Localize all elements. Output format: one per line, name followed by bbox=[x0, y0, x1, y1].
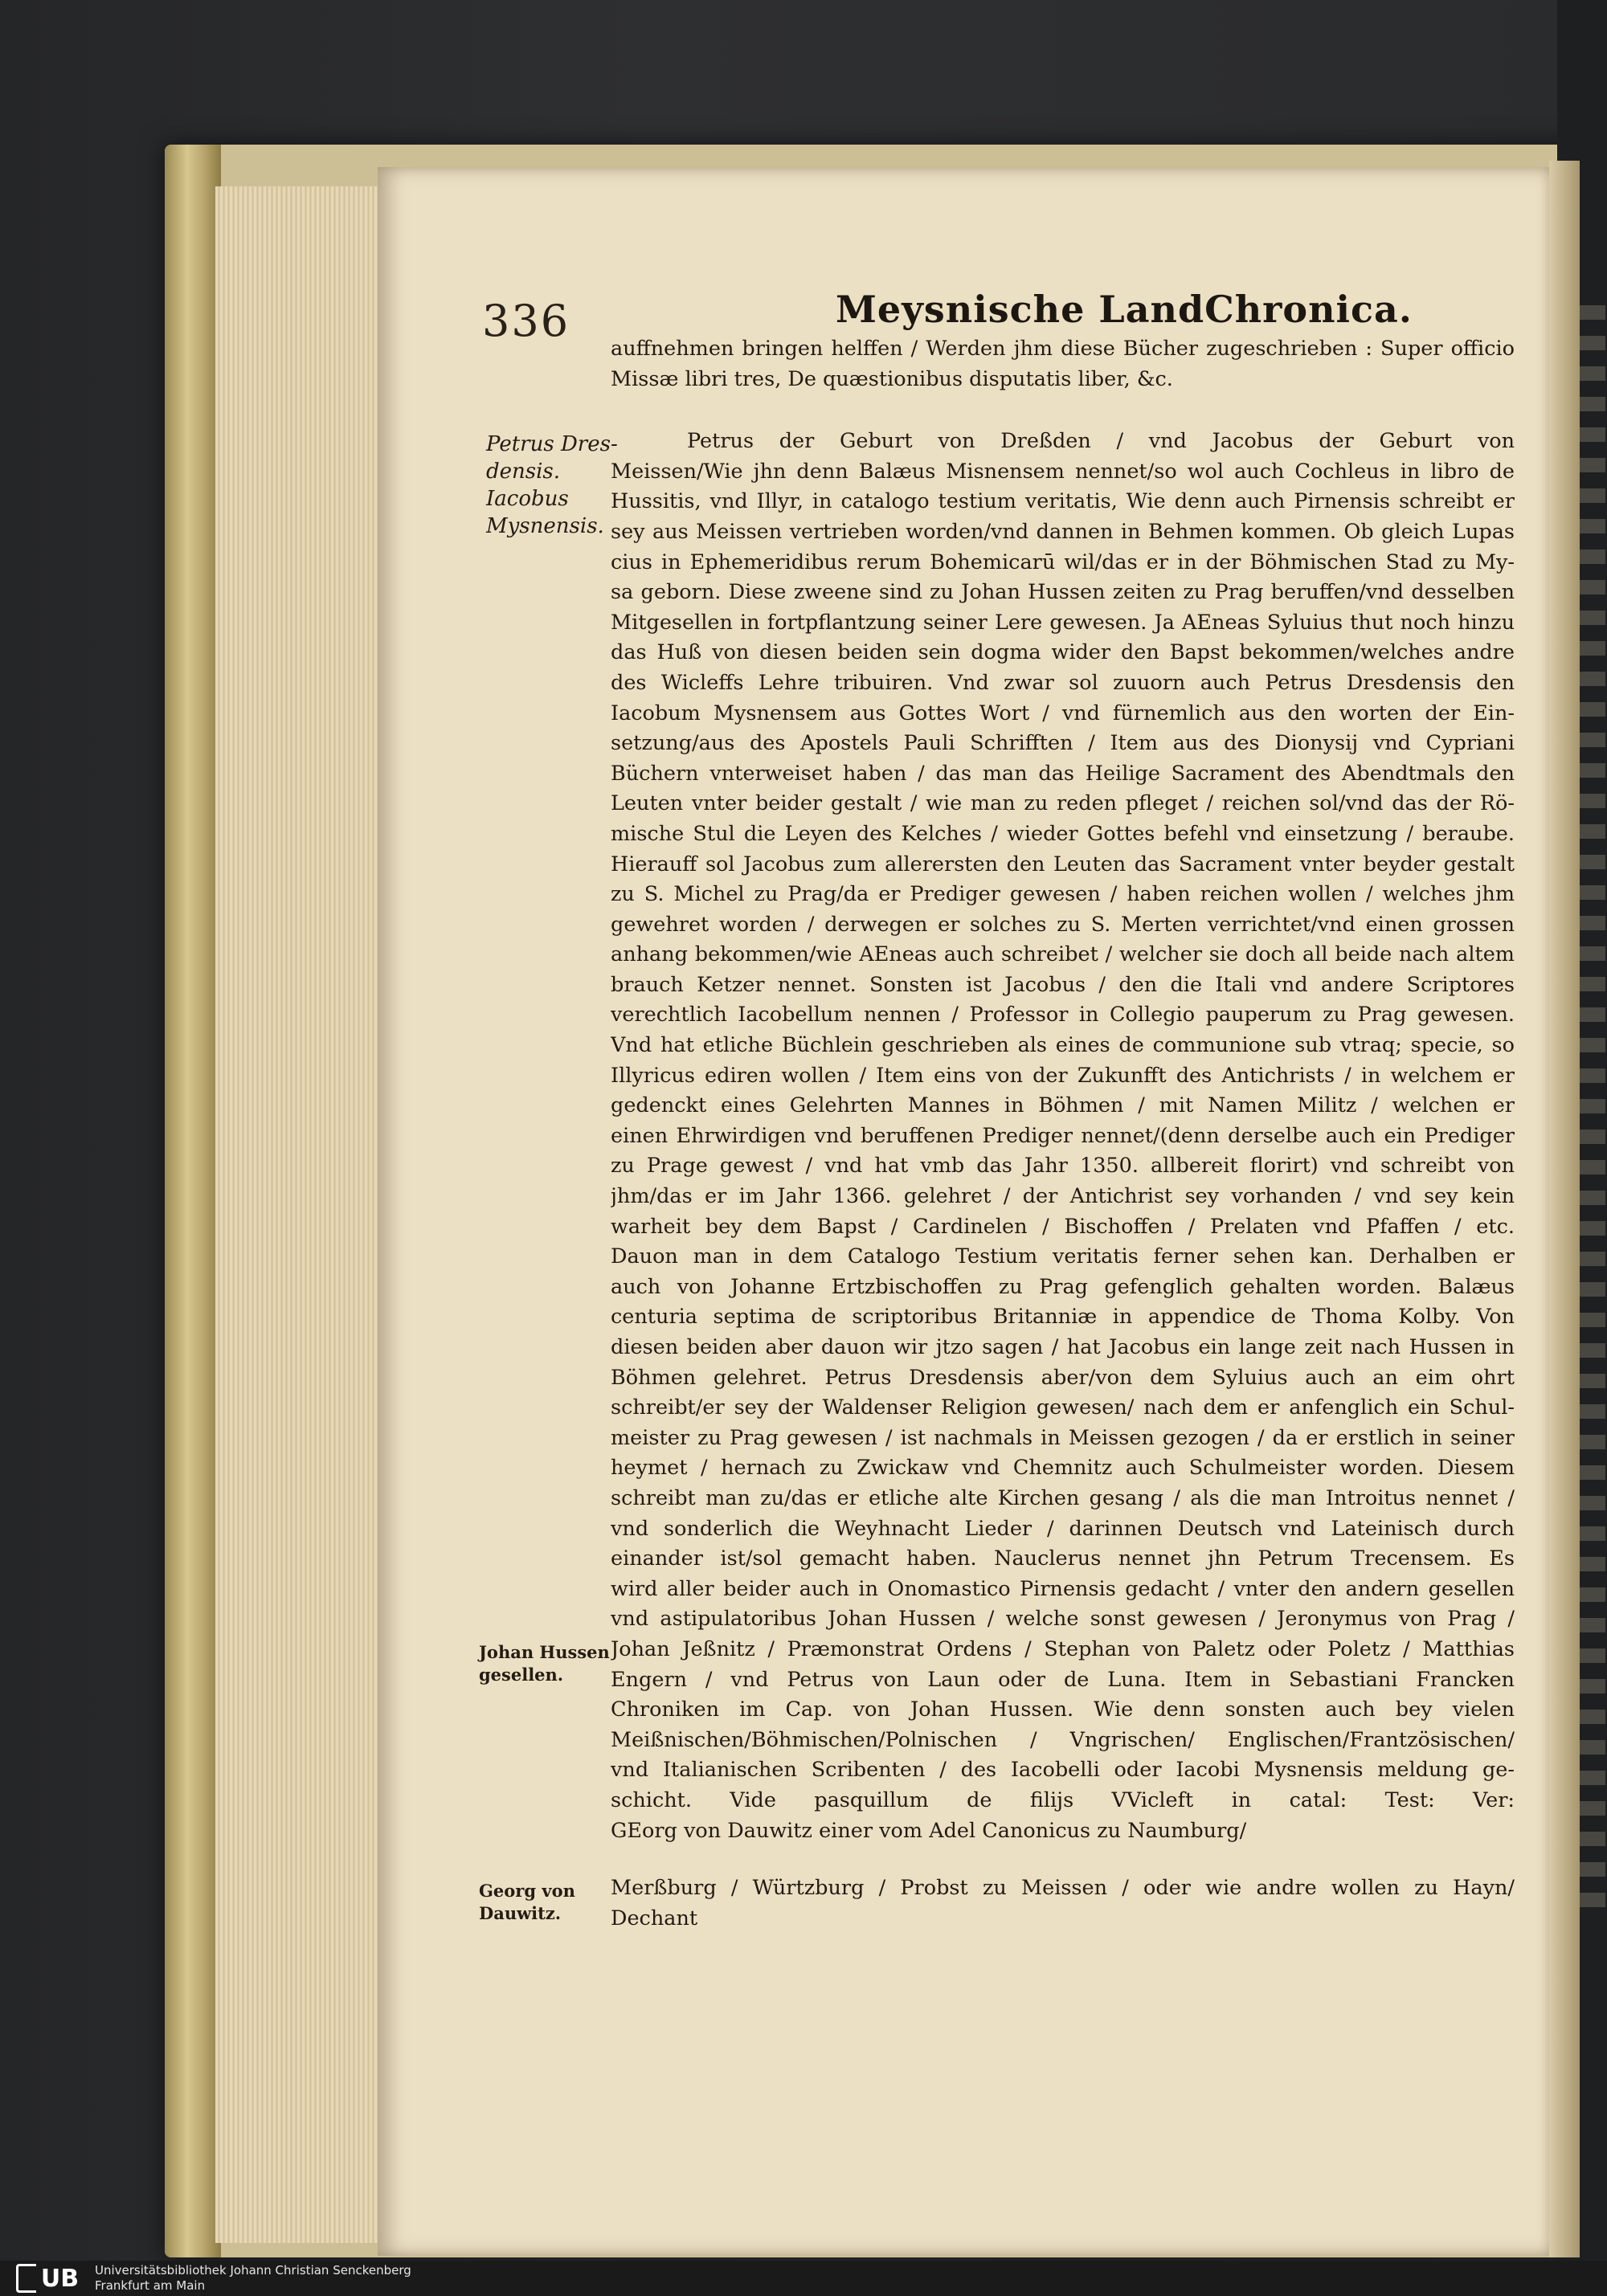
margin-note-line: Iacobus bbox=[486, 487, 569, 511]
text-line: vnd astipulatoribus Johan Hussen / welche sonst gewesen / Jeronymus von Prag / bbox=[611, 1607, 1515, 1632]
page-number: 336 bbox=[482, 296, 570, 346]
text-line: Dechant bbox=[611, 1906, 698, 1930]
text-line: verechtlich Iacobellum nennen / Professor in Collegio pauperum zu Prag gewesen. bbox=[611, 1003, 1515, 1027]
text-line: wird aller beider auch in Onomastico Pirnensis gedacht / vnter den andern gesellen bbox=[611, 1576, 1515, 1601]
text-line: warheit bey dem Bapst / Cardinelen / Bischoffen / Prelaten vnd Pfaffen / etc. bbox=[611, 1214, 1515, 1239]
library-info bbox=[95, 2263, 411, 2294]
text-line: anhang bekommen/wie AEneas auch schreibet / welcher sie doch all beide nach altem bbox=[611, 942, 1515, 967]
text-line: vnd Italianischen Scribenten / des Iacobelli oder Iacobi Mysnensis meldung ge- bbox=[611, 1758, 1515, 1783]
text-line: diesen beiden aber dauon wir jtzo sagen / hat Jacobus ein lange zeit nach Hussen in bbox=[611, 1335, 1515, 1359]
running-head: Meysnische LandChronica. bbox=[836, 288, 1413, 331]
text-line: Vnd hat etliche Büchlein geschrieben als eines de communione sub vtraq; specie, so bbox=[611, 1033, 1515, 1058]
text-line: gewehret worden / derwegen er solches zu S. Merten verrichtet/vnd einen grossen bbox=[611, 912, 1515, 937]
text-line: Böhmen gelehret. Petrus Dresdensis aber/von dem Syluius auch an eim ohrt bbox=[611, 1365, 1515, 1390]
text-line: mische Stul die Leyen des Kelches / wieder Gottes befehl vnd einsetzung / beraube. bbox=[611, 821, 1515, 846]
text-line: schreibt man zu/das er etliche alte Kirchen gesang / als die man Introitus nennet / bbox=[611, 1485, 1515, 1510]
text-line: Chroniken im Cap. von Johan Hussen. Wie denn sonsten auch bey vielen bbox=[611, 1697, 1515, 1722]
text-line: meister zu Prag gewesen / ist nachmals in Meissen gezogen / da er erstlich in seiner bbox=[611, 1425, 1515, 1450]
margin-note-line: Dauwitz. bbox=[479, 1903, 562, 1923]
text-line: heymet / hernach zu Zwickaw vnd Chemnitz auch Schulmeister worden. Diesem bbox=[611, 1456, 1515, 1481]
library-footer bbox=[0, 2261, 1607, 2296]
text-line: Merßburg / Würtzburg / Probst zu Meissen / oder wie andre wollen zu Hayn/ bbox=[611, 1876, 1515, 1901]
text-line: auch von Johanne Ertzbischoffen zu Prag gefenglich gehalten worden. Balæus bbox=[611, 1274, 1515, 1299]
text-line: gedenckt eines Gelehrten Mannes in Böhmen / mit Namen Militz / welchen er bbox=[611, 1093, 1515, 1118]
book-spine bbox=[165, 145, 221, 2257]
text-line: Iacobum Mysnensem aus Gottes Wort / vnd fürnemlich aus den worten der Ein- bbox=[611, 701, 1515, 725]
text-line: Engern / vnd Petrus von Laun oder de Luna. Item in Sebastiani Francken bbox=[611, 1667, 1515, 1692]
margin-note-line: Petrus Dres- bbox=[486, 432, 618, 456]
ub-logo-icon bbox=[16, 2264, 36, 2293]
page-fore-edge bbox=[1549, 161, 1580, 2257]
text-line: auffnehmen bringen helffen / Werden jhm diese Bücher zugeschrieben : Super officio bbox=[611, 337, 1515, 361]
text-line: centuria septima de scriptoribus Britanniæ in appendice de Thoma Kolby. Von bbox=[611, 1305, 1515, 1330]
text-line: Dauon man in dem Catalogo Testium veritatis ferner sehen kan. Derhalben er bbox=[611, 1244, 1515, 1269]
body-text bbox=[611, 334, 1515, 1934]
text-line: Meißnischen/Böhmischen/Polnischen / Vngrischen/ Englischen/Frantzösischen/ bbox=[611, 1727, 1515, 1752]
library-name: Universitätsbibliothek Johann Christian Senckenberg bbox=[95, 2263, 411, 2278]
text-line: vnd sonderlich die Weyhnacht Lieder / darinnen Deutsch vnd Lateinisch durch bbox=[611, 1516, 1515, 1541]
text-line: setzung/aus des Apostels Pauli Schrifften / Item aus des Dionysij vnd Cypriani bbox=[611, 731, 1515, 756]
margin-note-line: Johan Hussen bbox=[479, 1642, 610, 1662]
text-line: jhm/das er im Jahr 1366. gelehret / der Antichrist sey vorhanden / vnd sey kein bbox=[611, 1184, 1515, 1209]
ub-logo-text: UB bbox=[40, 2264, 80, 2293]
text-line: des Wicleffs Lehre tribuiren. Vnd zwar sol zuuorn auch Petrus Dresdensis den bbox=[611, 670, 1515, 695]
margin-note-line: gesellen. bbox=[479, 1665, 564, 1685]
margin-note-line: Georg von bbox=[479, 1881, 575, 1901]
margin-note-line: Mysnensis. bbox=[486, 514, 604, 538]
text-line: Missæ libri tres, De quæstionibus disputatis liber, &c. bbox=[611, 366, 1173, 391]
text-line: sa geborn. Diese zweene sind zu Johan Hussen zeiten zu Prag beruffen/vnd desselben bbox=[611, 580, 1515, 605]
text-line: Johan Jeßnitz / Præmonstrat Ordens / Stephan von Paletz oder Poletz / Matthias bbox=[611, 1636, 1515, 1661]
text-line: Hierauff sol Jacobus zum allerersten den Leuten das Sacrament vnter beyder gestalt bbox=[611, 852, 1515, 876]
text-line: das Huß von diesen beiden sein dogma wider den Bapst bekommen/welches andre bbox=[611, 640, 1515, 665]
margin-note-petrus-jacobus bbox=[486, 431, 618, 540]
text-line: Büchern vnterweiset haben / das man das Heilige Sacrament des Abendtmals den bbox=[611, 761, 1515, 786]
library-location: Frankfurt am Main bbox=[95, 2278, 206, 2293]
ub-logo bbox=[0, 2261, 95, 2296]
margin-note-line: densis. bbox=[486, 460, 561, 484]
text-line: schicht. Vide pasquillum de filijs VVicleft in catal: Test: Ver: bbox=[611, 1787, 1515, 1812]
text-line: GEorg von Dauwitz einer vom Adel Canonicus zu Naumburg/ bbox=[611, 1818, 1247, 1843]
text-line: Petrus der Geburt von Dreßden / vnd Jacobus der Geburt von bbox=[687, 429, 1515, 454]
text-line: Illyricus ediren wollen / Item eins von der Zukunfft des Antichrists / in welchem er bbox=[611, 1063, 1515, 1088]
text-line: Leuten vnter beider gestalt / wie man zu reden pfleget / reichen sol/vnd das der Rö- bbox=[611, 791, 1515, 816]
text-line: einen Ehrwirdigen vnd beruffenen Prediger nennet/(denn derselbe auch ein Prediger bbox=[611, 1123, 1515, 1148]
text-line: zu Prage gewest / vnd hat vmb das Jahr 1350. allbereit florirt) vnd schreibt von bbox=[611, 1154, 1515, 1179]
page-edges bbox=[215, 186, 384, 2243]
text-line: zu S. Michel zu Prag/da er Prediger gewesen / haben reichen wollen / welches jhm bbox=[611, 882, 1515, 907]
text-line: sey aus Meissen vertrieben worden/vnd dannen in Behmen kommen. Ob gleich Lupas bbox=[611, 519, 1515, 544]
text-line: cius in Ephemeridibus rerum Bohemicarū wil/das er in der Böhmischen Stad zu My- bbox=[611, 549, 1515, 574]
text-line: einander ist/sol gemacht haben. Nauclerus nennet jhn Petrum Trecensem. Es bbox=[611, 1546, 1515, 1571]
text-line: Hussitis, vnd Illyr, in catalogo testium veritatis, Wie denn auch Pirnensis schreibt er bbox=[611, 489, 1515, 514]
text-line: schreibt/er sey der Waldenser Religion gewesen/ nach dem er anfenglich ein Schul- bbox=[611, 1395, 1515, 1420]
text-line: Mitgesellen in fortpflantzung seiner Lere gewesen. Ja AEneas Syluius thut noch hinzu bbox=[611, 610, 1515, 635]
margin-note-hussen-gesellen bbox=[479, 1641, 610, 1686]
margin-note-georg bbox=[479, 1880, 575, 1925]
text-line: brauch Ketzer nennet. Sonsten ist Jacobus / den die Itali vnd andere Scriptores bbox=[611, 972, 1515, 997]
text-line: Meissen/Wie jhn denn Balæus Misnensem nennet/so wol auch Cochleus in libro de bbox=[611, 459, 1515, 484]
